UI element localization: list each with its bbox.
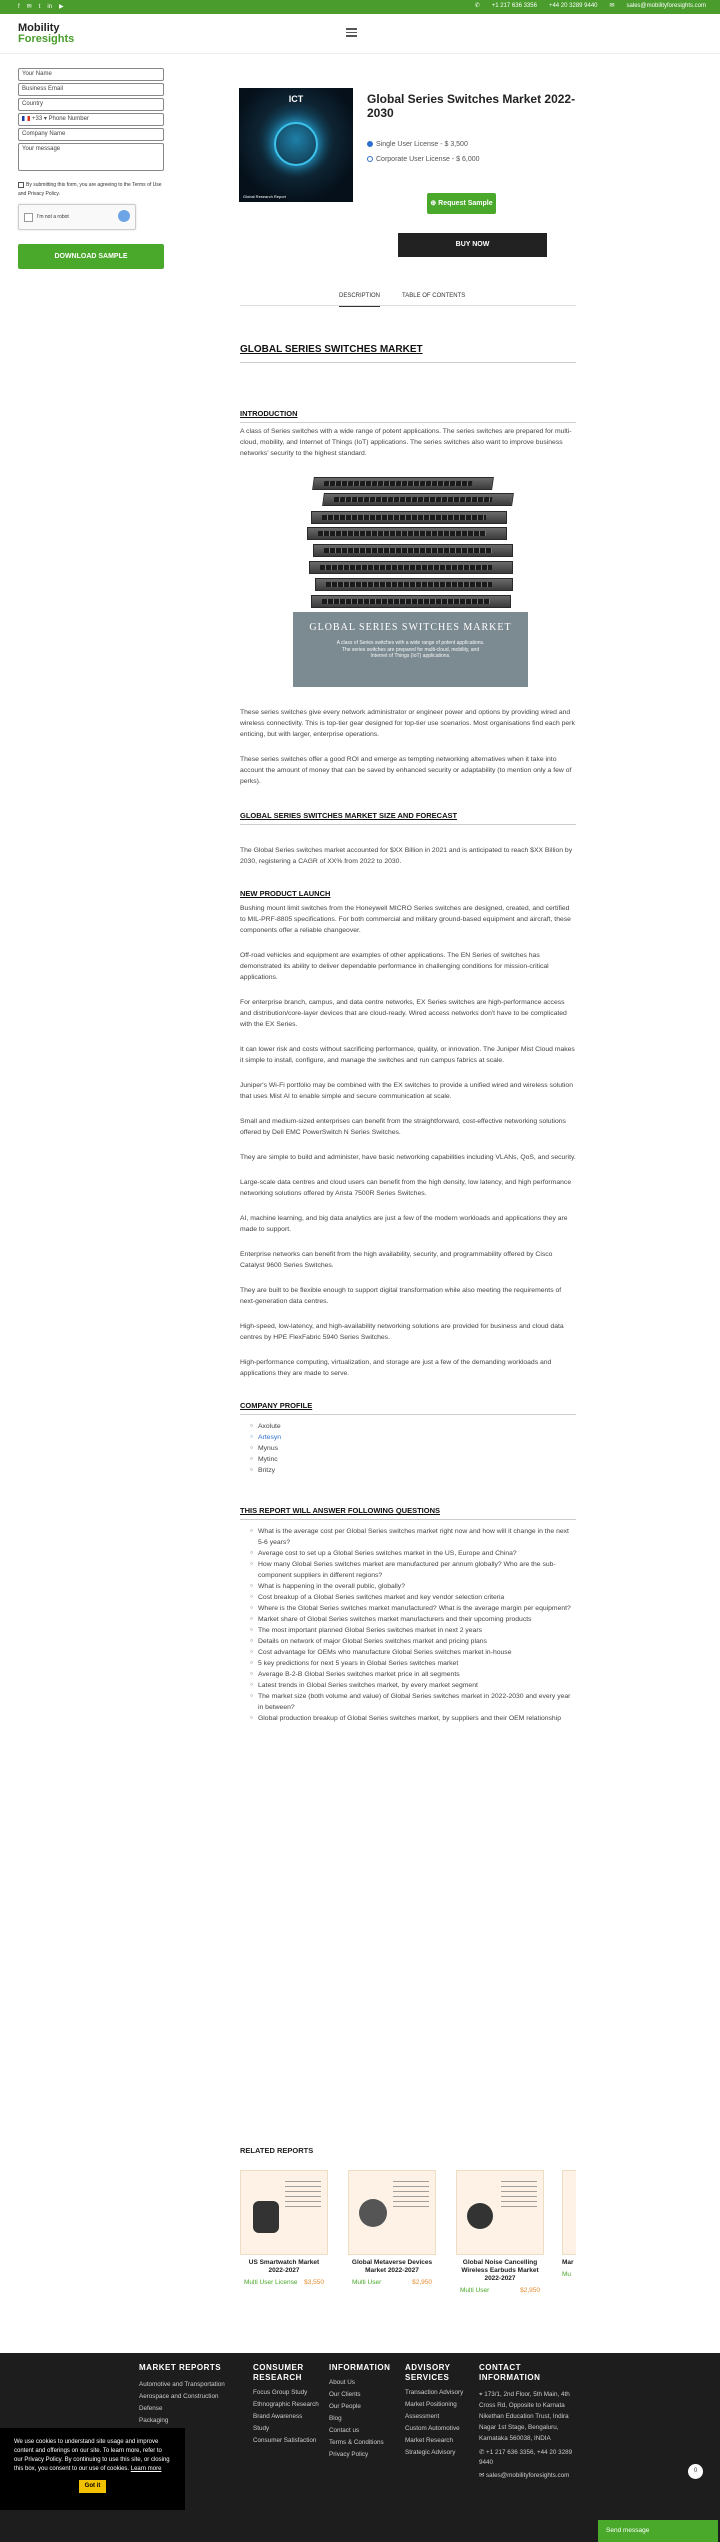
footer-advisory — [405, 2363, 471, 2459]
twitter-icon[interactable]: t — [38, 4, 41, 10]
list-item: ○ How many Global Series switches market are manufactured per annum globally? Who are the sub-component suppliers in different regions? — [240, 1559, 576, 1581]
phone-placeholder: Phone Number — [48, 116, 89, 122]
footer-link[interactable]: Privacy Policy — [329, 2451, 369, 2458]
footer-heading: ADVISORY SERVICES — [405, 2363, 451, 2382]
mail-icon[interactable]: ✉ — [26, 4, 32, 10]
footer-link[interactable]: Contact us — [329, 2427, 360, 2434]
footer-heading: INFORMATION — [329, 2363, 391, 2372]
cover-title: ICT — [288, 94, 304, 104]
logo-line2: Foresights — [18, 33, 75, 45]
intro-text: A class of Series switches with a wide range of potent applications. The series switches are prepared for multi-cloud, mobility, and Internet of Things (IoT) applications. The series switches also want to improve business networks' security to the highest standard. — [240, 428, 572, 457]
card-image[interactable] — [348, 2170, 436, 2255]
address: 173/1, 2nd Floor, 5th Main, 4th Cross Rd, Opposite to Karnata Nikethan Education Trust, Indira Nagar 1st Stage, Bengaluru, Karnataka 560038, INDIA — [479, 2391, 570, 2442]
card-license: Mu — [562, 2270, 572, 2278]
card-title[interactable]: Global Noise Cancelling Wireless Earbuds Market 2022-2027 — [461, 2258, 539, 2282]
company-profile-heading: COMPANY PROFILE — [240, 1401, 313, 1410]
footer-link[interactable]: Consumer Satisfaction — [253, 2437, 317, 2444]
social-links — [18, 3, 64, 12]
related-reports — [240, 2145, 576, 2310]
questions-heading: THIS REPORT WILL ANSWER FOLLOWING QUESTIONS — [240, 1506, 440, 1515]
phone-icon: ✆ — [474, 3, 480, 9]
list-item: ○ What is the average cost per Global Series switches market right now and how will it change in the next 5-6 years? — [240, 1526, 576, 1548]
sample-request-form — [18, 68, 164, 269]
recaptcha-icon — [118, 210, 130, 222]
footer-heading: CONSUMER RESEARCH — [253, 2363, 304, 2382]
footer-link[interactable]: Our Clients — [329, 2391, 361, 2398]
related-card[interactable] — [456, 2170, 544, 2296]
image-caption-text: A class of Series switches with a wide range of potent applications. The series switches are prepared for multi-cloud, mobility, and Internet of Things (IoT) applications. — [336, 640, 485, 659]
linkedin-icon[interactable]: in — [47, 4, 53, 10]
paragraph: Enterprise networks can benefit from the high availability, security, and programmability offered by Cisco Catalyst 9600 Series Switches. — [240, 1251, 553, 1269]
image-caption-title: GLOBAL SERIES SWITCHES MARKET — [309, 622, 512, 633]
footer-phone[interactable] — [479, 2448, 581, 2468]
youtube-icon[interactable]: ▶ — [59, 4, 64, 10]
related-reports-title: RELATED REPORTS — [240, 2146, 314, 2155]
product-title: Global Series Switches Market 2022-2030 — [367, 92, 576, 120]
divider — [240, 1519, 576, 1520]
paragraph: High-speed, low-latency, and high-availability networking solutions are provided for business and cloud data centres by HPE FlexFabric 5940 Series Switches. — [240, 1323, 564, 1341]
paragraph: Bushing mount limit switches from the Honeywell MICRO Series switches are designed, created, and certified to MIL-PRF-8805 specifications. For both commercial and military ground-based equipment and aircraft, these components offer a reliable changeover. — [240, 905, 571, 934]
paragraph: Off-road vehicles and equipment are examples of other applications. The EN Series of switches has demonstrated its ability to deliver dependable performance in challenging conditions for mission-critical applications. — [240, 952, 549, 981]
license-single-label: Single User License - $ 3,500 — [376, 141, 468, 148]
list-item: ○ The most important planned Global Series switches market in next 2 years — [240, 1625, 576, 1636]
tab-table-of-contents[interactable]: TABLE OF CONTENTS — [402, 293, 466, 299]
list-item: ○ Cost advantage for OEMs who manufacture Global Series switches market in-house — [240, 1647, 576, 1658]
footer-link[interactable]: About Us — [329, 2379, 355, 2386]
switches-image — [293, 469, 528, 687]
list-item: ○ Average B-2-B Global Series switches market price in all segments — [240, 1669, 576, 1680]
send-message-button[interactable]: Send message — [598, 2520, 718, 2542]
cover-label: Global Research Report — [243, 194, 286, 199]
country-field[interactable]: Country — [18, 98, 164, 111]
related-card[interactable] — [348, 2170, 436, 2288]
list-item: ○ Average cost to set up a Global Series switches market in the US, Europe and China? — [240, 1548, 576, 1559]
report-cover — [239, 88, 353, 202]
email-icon: ✉ — [479, 2472, 487, 2479]
paragraph: Large-scale data centres and cloud users can benefit from the high density, low latency, and high performance networking solutions offered by Arista 7500R Series Switches. — [240, 1179, 572, 1197]
list-item: ○ Where is the Global Series switches market manufactured? What is the average margin per equipment? — [240, 1603, 576, 1614]
captcha[interactable] — [18, 204, 136, 230]
phone-field[interactable]: +33 ▾ Phone Number — [18, 113, 164, 126]
list-item: ○ The market size (both volume and value) of Global Series switches market in 2022-2030 and every year in between? — [240, 1691, 576, 1713]
paragraph: Small and medium-sized enterprises can benefit from the straightforward, cost-effective networking solutions offered by Dell EMC PowerSwitch N Series Switches. — [240, 1118, 566, 1136]
list-item: ○ 5 key predictions for next 5 years in Global Series switches market — [240, 1658, 576, 1669]
message-field[interactable]: Your message — [18, 143, 164, 171]
radio-icon[interactable] — [367, 156, 373, 162]
company-field[interactable]: Company Name — [18, 128, 164, 141]
footer-phone-text[interactable]: +1 217 636 3356, +44 20 3289 9440 — [479, 2449, 573, 2466]
license-corporate[interactable] — [367, 155, 480, 164]
paragraph: Juniper's Wi-Fi portfolio may be combined with the EX switches to provide a unified wired and wireless solution that uses Mist AI to enable simple and secure communication at scale. — [240, 1082, 573, 1100]
card-title[interactable]: Mar — [562, 2258, 574, 2266]
location-icon: ⌖ — [479, 2391, 485, 2398]
list-item: ○ Britzy — [240, 1465, 576, 1476]
facebook-icon[interactable]: f — [18, 4, 20, 10]
footer-link[interactable]: Packaging — [139, 2417, 169, 2424]
footer-link[interactable]: Blog — [329, 2415, 342, 2422]
consent-checkbox[interactable] — [18, 181, 164, 199]
list-item: ○ Axolute — [240, 1421, 576, 1432]
footer-link[interactable]: Brand Awareness Study — [253, 2413, 303, 2432]
related-card[interactable] — [240, 2170, 328, 2288]
top-bar — [0, 0, 720, 14]
footer-heading: MARKET REPORTS — [139, 2363, 222, 2372]
learn-more-link[interactable]: Learn more — [130, 2466, 162, 2472]
related-card[interactable] — [562, 2170, 576, 2280]
footer-market-reports — [139, 2363, 227, 2427]
card-license: Multi User — [352, 2278, 382, 2286]
footer-link[interactable]: Defense — [139, 2405, 163, 2412]
footer-contact — [479, 2363, 581, 2482]
license-corporate-label: Corporate User License - $ 6,000 — [376, 156, 480, 163]
footer-consumer-research — [253, 2363, 319, 2447]
phone-icon: ✆ — [479, 2449, 487, 2456]
radio-icon[interactable] — [367, 141, 373, 147]
footer-information — [329, 2363, 391, 2461]
header — [0, 14, 720, 54]
card-price: $3,550 — [304, 2278, 324, 2286]
market-size-heading: GLOBAL SERIES SWITCHES MARKET SIZE AND FORECAST — [240, 811, 458, 820]
card-image[interactable] — [456, 2170, 544, 2255]
footer-link[interactable]: Our People — [329, 2403, 361, 2410]
captcha-label: I'm not a robot — [37, 214, 69, 220]
company-list — [240, 1421, 576, 1476]
list-item: ○ Latest trends in Global Series switches market, by every market segment — [240, 1680, 576, 1691]
list-item: ○ Cost breakup of a Global Series switches market and key vendor selection criteria — [240, 1592, 576, 1603]
card-image[interactable] — [562, 2170, 576, 2255]
phone-us[interactable]: +1 217 636 3356 — [491, 3, 537, 9]
related-carousel — [240, 2170, 576, 2310]
description-content — [240, 344, 576, 1724]
footer-link[interactable]: Custom Automotive Market Research — [405, 2425, 460, 2444]
footer-email[interactable] — [479, 2470, 581, 2482]
card-title[interactable]: US Smartwatch Market 2022-2027 — [248, 2258, 320, 2274]
paragraph: High-performance computing, virtualization, and storage are just a few of the demanding workloads and applications they are made to serve. — [240, 1359, 552, 1377]
paragraph: These series switches offer a good ROI and emerge as tempting networking alternatives when it take into account the amount of money that can be saved by enhanced security or adaptability (to mention only a few of perks). — [240, 756, 572, 785]
list-item: ○ Global production breakup of Global Series switches market, by suppliers and their OEM relationship — [240, 1713, 576, 1724]
request-sample-button[interactable]: ⊕ Request Sample — [427, 193, 496, 214]
menu-icon[interactable] — [346, 28, 357, 37]
checkbox-icon[interactable] — [18, 182, 24, 188]
image-caption — [293, 612, 528, 687]
list-item: ○ Mytinc — [240, 1454, 576, 1465]
tab-description[interactable]: DESCRIPTION — [339, 292, 380, 307]
cookie-text: We use cookies to understand site usage and improve content and offerings on our site. To learn more, refer to our Privacy Policy. By continuing to use this site, or closing this box, you consent to our use of cookies. — [14, 2439, 170, 2472]
footer-link[interactable]: Aerospace and Construction — [139, 2393, 219, 2400]
captcha-checkbox[interactable] — [24, 213, 33, 222]
paragraph: They are simple to build and administer, have basic networking capabilities including VLANs, QoS, and security. — [240, 1154, 576, 1161]
footer-link[interactable]: Market Positioning Assessment — [405, 2401, 457, 2420]
market-size-text: The Global Series switches market accounted for $XX Billion in 2021 and is anticipated to reach $XX Billion by 2030, registering a CAGR of XX% from 2022 to 2030. — [240, 847, 573, 865]
email-field[interactable]: Business Email — [18, 83, 164, 96]
paragraph: It can lower risk and costs without sacrificing performance, quality, or innovation. The Juniper Mist Cloud makes it simple to install, configure, and manage the switches and run campus fabrics at scale. — [240, 1046, 575, 1064]
list-item: ○ What is happening in the overall public, globally? — [240, 1581, 576, 1592]
footer-link[interactable]: Terms & Conditions — [329, 2439, 384, 2446]
footer-link[interactable]: Transaction Advisory — [405, 2389, 464, 2396]
divider — [240, 305, 576, 306]
footer-link[interactable]: Ethnographic Research — [253, 2401, 319, 2408]
list-item: ○ Mynus — [240, 1443, 576, 1454]
paragraph: They are built to be flexible enough to support digital transformation while also meeting the requirements of next-generation data centres. — [240, 1287, 562, 1305]
card-license: Multi User — [460, 2286, 490, 2294]
notification-badge[interactable]: 0 — [688, 2464, 703, 2479]
globe-icon — [274, 122, 318, 166]
name-field[interactable]: Your Name — [18, 68, 164, 81]
logo[interactable] — [18, 23, 74, 45]
email-link[interactable]: sales@mobilityforesights.com — [626, 3, 706, 9]
divider — [240, 422, 576, 423]
list-item: ○ Details on network of major Global Series switches market and pricing plans — [240, 1636, 576, 1647]
got-it-button[interactable]: Got it — [79, 2480, 107, 2493]
phone-code[interactable]: +33 — [32, 116, 43, 122]
list-item: ○ Market share of Global Series switches market manufacturers and their upcoming products — [240, 1614, 576, 1625]
paragraph: AI, machine learning, and big data analytics are just a few of the modern workloads and applications they are made to support. — [240, 1215, 568, 1233]
card-title[interactable]: Global Metaverse Devices Market 2022-2027 — [351, 2258, 433, 2274]
footer-email-text[interactable]: sales@mobilityforesights.com — [486, 2472, 570, 2479]
paragraph: These series switches give every network administrator or engineer power and options by providing wired and wireless connectivity. This is top-tier gear designed for top-tier use scenarios. Most organisations find each perk enticing, but with larger, enterprise operations. — [240, 709, 575, 738]
footer-heading: CONTACT INFORMATION — [479, 2363, 541, 2382]
request-sample-label: Request Sample — [438, 200, 493, 207]
questions-list — [240, 1526, 576, 1724]
article-title: GLOBAL SERIES SWITCHES MARKET — [240, 344, 423, 355]
list-item[interactable]: ○ Artesyn — [240, 1432, 576, 1443]
logo-line1: Mobility — [18, 22, 60, 34]
footer-link[interactable]: Strategic Advisory — [405, 2449, 456, 2456]
buy-now-button[interactable]: BUY NOW — [398, 233, 547, 257]
paragraph: For enterprise branch, campus, and data centre networks, EX Series switches are high-performance access and distribution/core-layer devices that are cloud-ready. Wired access networks don't have to be complicated with the EX Series. — [240, 999, 567, 1028]
consent-text: By submitting this form, you are agreeing to the Terms of Use and Privacy Policy. — [18, 182, 162, 197]
phone-uk[interactable]: +44 20 3289 9440 — [548, 3, 598, 9]
flag-icon — [22, 116, 30, 121]
footer-link[interactable]: Automotive and Transportation — [139, 2381, 225, 2388]
cookie-banner — [0, 2428, 185, 2510]
card-image[interactable] — [240, 2170, 328, 2255]
product-launch-heading: NEW PRODUCT LAUNCH — [240, 889, 331, 898]
license-single[interactable] — [367, 140, 468, 149]
card-price: $2,950 — [412, 2278, 432, 2286]
card-price: $2,950 — [520, 2286, 540, 2294]
footer-link[interactable]: Focus Group Study — [253, 2389, 308, 2396]
divider — [240, 362, 576, 363]
download-sample-button[interactable]: DOWNLOAD SAMPLE — [18, 244, 164, 269]
card-license: Multi User License — [244, 2278, 298, 2286]
divider — [240, 824, 576, 825]
intro-heading: INTRODUCTION — [240, 409, 298, 418]
address-text — [479, 2389, 581, 2444]
email-icon: ✉ — [609, 3, 615, 9]
divider — [240, 1414, 576, 1415]
